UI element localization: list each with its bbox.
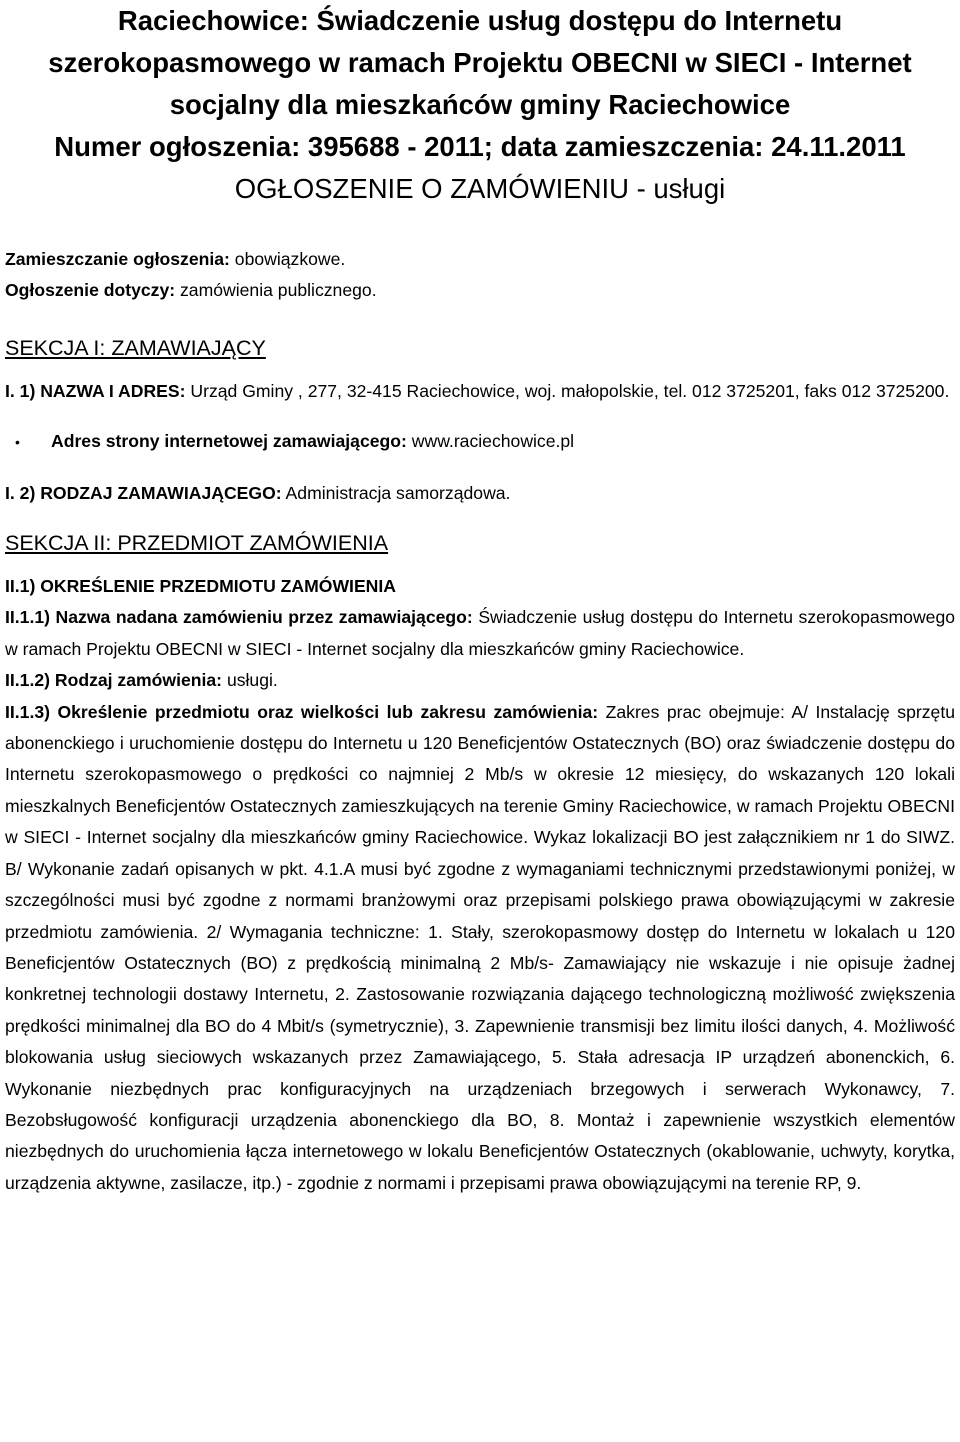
name-address-label: I. 1) NAZWA I ADRES: — [5, 380, 186, 401]
concerns-value: zamówienia publicznego. — [180, 280, 377, 301]
title-line-1: Raciechowice: Świadczenie usług dostępu do Internetu — [117, 5, 843, 36]
section-2-heading: SEKCJA II: PRZEDMIOT ZAMÓWIENIA — [5, 531, 389, 556]
name-address-value: Urząd Gminy , 277, 32-415 Raciechowice, woj. małopolskie, tel. 012 3725201, faks 012 3725200. — [190, 380, 950, 401]
order-kind-row — [5, 665, 955, 696]
placement-label: Zamieszczanie ogłoszenia: — [5, 249, 230, 269]
order-scope-row — [5, 697, 955, 1200]
website-list-item — [5, 426, 955, 458]
bullet-icon: • — [15, 434, 20, 451]
website-label: Adres strony internetowej zamawiającego: — [51, 431, 407, 452]
name-address-row — [5, 376, 955, 407]
document-body — [5, 244, 955, 1199]
section-1-heading: SEKCJA I: ZAMAWIAJĄCY — [5, 335, 266, 360]
concerns-label: Ogłoszenie dotyczy: — [5, 280, 176, 301]
concerns-row — [5, 275, 955, 306]
order-name-row — [5, 602, 955, 665]
placement-value: obowiązkowe. — [234, 249, 346, 269]
order-scope-label: II.1.3) Określenie przedmiotu oraz wielkości lub zakresu zamówienia: — [5, 701, 599, 722]
document-subtitle: OGŁOSZENIE O ZAMÓWIENIU - usługi — [234, 173, 726, 204]
document-header — [0, 0, 960, 210]
order-scope-value: Zakres prac obejmuje: A/ Instalację sprzętu abonenckiego i uruchomienie dostępu do Internetu u 120 Beneficjentów Ostatecznych (BO) oraz świadczenie dostępu do Internetu szerokopasmowego o prędkości co najmniej 2 Mb/s w okresie 12 miesięcy, do wskazanych 120 lokali mieszkalnych Beneficjentów Ostatecznych zamieszkujących na terenie Gminy Raciechowice, w ramach Projektu OBECNI w SIECI - Internet socjalny dla mieszkańców gminy Raciechowice. Wykaz lokalizacji BO jest załącznikiem nr 1 do SIWZ. B/ Wykonanie zadań opisanych w pkt. 4.1.A musi być zgodne z wymaganiami technicznymi przedstawionymi poniżej, w szczególności musi być zgodne z normami branżowymi oraz przepisami polskiego prawa obowiązującymi w zakresie przedmiotu zamówienia. 2/ Wymagania techniczne: 1. Stały, szerokopasmowy dostęp do Internetu w lokalach u 120 Beneficjentów Ostatecznych (BO) z prędkością minimalną 2 Mb/s- Zamawiający nie wskazuje i nie opisuje żadnej konkretnej technologii dostawy Internetu, 2. Zastosowanie rozwiązania dającego technologiczną możliwość zwiększenia prędkości minimalnej dla BO do 4 Mbit/s (symetrycznie), 3. Zapewnienie transmisji bez limitu ilości danych, 4. Możliwość blokowania usług sieciowych wskazanych przez Zamawiającego, 5. Stała adresacja IP urządzeń abonenckich, 6. Wykonanie niezbędnych prac konfiguracyjnych na urządzeniach brzegowych i serwerach Wykonawcy, 7. Bezobsługowość konfiguracji urządzenia abonenckiego dla BO, 8. Montaż i zapewnienie wszystkich elementów niezbędnych do uruchomienia łącza internetowego w lokalu Beneficjentów Ostatecznych (okablowanie, uchwyty, korytka, urządzenia aktywne, zasilacze, itp.) - zgodnie z normami i przepisami prawa obowiązującymi na terenie RP, 9. — [5, 701, 955, 1193]
title-line-3: socjalny dla mieszkańców gminy Raciechowice — [169, 89, 791, 120]
order-name-label: II.1.1) Nazwa nadana zamówieniu przez zamawiającego: — [5, 607, 473, 628]
contracting-type-value: Administracja samorządowa. — [285, 482, 511, 503]
order-name-value: Świadczenie usług dostępu do Internetu szerokopasmowego w ramach Projektu OBECNI w SIECI - Internet socjalny dla mieszkańców gminy Raciechowice. — [5, 607, 956, 659]
website-link[interactable]: www.raciechowice.pl — [411, 431, 575, 452]
placement-row — [5, 244, 955, 275]
subject-definition-heading: II.1) OKREŚLENIE PRZEDMIOTU ZAMÓWIENIA — [5, 576, 396, 597]
order-kind-label: II.1.2) Rodzaj zamówienia: — [5, 670, 223, 691]
title-line-2: szerokopasmowego w ramach Projektu OBECNI w SIECI - Internet — [48, 47, 912, 78]
contracting-type-label: I. 2) RODZAJ ZAMAWIAJĄCEGO: — [5, 482, 282, 503]
contracting-type-row — [5, 478, 955, 509]
title-line-4: Numer ogłoszenia: 395688 - 2011; data zamieszczenia: 24.11.2011 — [54, 131, 906, 162]
order-kind-value: usługi. — [226, 670, 278, 691]
